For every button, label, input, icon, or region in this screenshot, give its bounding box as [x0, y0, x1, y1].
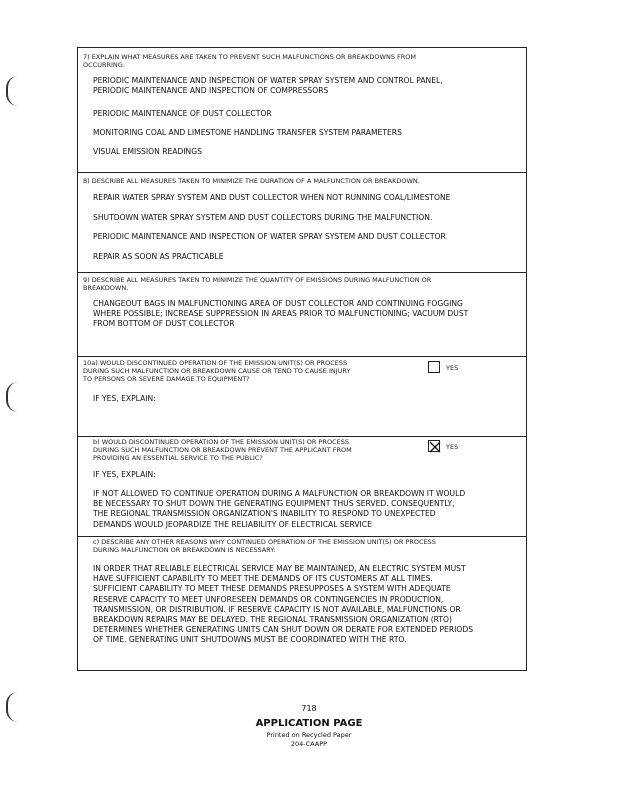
answer-7-3: MONITORING COAL AND LIMESTONE HANDLING TRANSFER SYSTEM PARAMETERS [93, 128, 402, 137]
binding-mark [6, 382, 20, 412]
application-page-title: APPLICATION PAGE [255, 718, 363, 729]
question-9: 9) DESCRIBE ALL MEASURES TAKEN TO MINIMIZE THE QUANTITY OF EMISSIONS DURING MALFUNCTION OR BREAKDOWN. [83, 276, 432, 292]
if-yes-explain-10b: IF YES, EXPLAIN: [93, 470, 156, 479]
section-10b [78, 437, 526, 537]
printed-on-recycled-paper: Printed on Recycled Paper [266, 731, 352, 739]
question-7: 7) EXPLAIN WHAT MEASURES ARE TAKEN TO PREVENT SUCH MALFUNCTIONS OR BREAKDOWNS FROM OCCURRING: [83, 53, 417, 69]
question-10c: c) DESCRIBE ANY OTHER REASONS WHY CONTINUED OPERATION OF THE EMISSION UNIT(S) OR PROCESS DURING MALFUNCTION OR BREAKDOWN IS NECESSARY: [93, 538, 436, 554]
section-7 [78, 48, 526, 173]
answer-8-4: REPAIR AS SOON AS PRACTICABLE [93, 252, 224, 261]
binding-mark [6, 76, 20, 106]
section-10c [78, 537, 526, 670]
answer-8-2: SHUTDOWN WATER SPRAY SYSTEM AND DUST COLLECTORS DURING THE MALFUNCTION. [93, 213, 433, 222]
answer-7-2: PERIODIC MAINTENANCE OF DUST COLLECTOR [93, 109, 272, 118]
if-yes-explain-10a: IF YES, EXPLAIN: [93, 394, 156, 403]
answer-7-4: VISUAL EMISSION READINGS [93, 147, 202, 156]
section-8 [78, 173, 526, 273]
question-10a: 10a) WOULD DISCONTINUED OPERATION OF THE EMISSION UNIT(S) OR PROCESS DURING SUCH MALFUNCTION OR BREAKDOWN CAUSE OR TEND TO CAUSE INJURY TO PERSONS OR SEVERE DAMAGE TO EQUIPMENT? [83, 359, 351, 383]
answer-8-3: PERIODIC MAINTENANCE AND INSPECTION OF WATER SPRAY SYSTEM AND DUST COLLECTOR [93, 232, 446, 241]
form-code: 204-CAAPP [290, 740, 328, 748]
yes-label-10a: YES [446, 364, 459, 372]
yes-label-10b: YES [446, 443, 459, 451]
check-x-icon [429, 441, 441, 453]
section-9 [78, 273, 526, 357]
application-form [77, 47, 527, 671]
answer-8-1: REPAIR WATER SPRAY SYSTEM AND DUST COLLECTOR WHEN NOT RUNNING COAL/LIMESTONE [93, 193, 451, 202]
answer-10c: IN ORDER THAT RELIABLE ELECTRICAL SERVICE MAY BE MAINTAINED, AN ELECTRIC SYSTEM MUST HAVE SUFFICIENT CAPABILITY TO MEET THE DEMANDS OF ITS CUSTOMERS AT ALL TIMES. SUFFICIENT CAPABILITY TO MEET THESE DEMANDS PRESUPPOSES A SYSTEM WITH ADEQUATE RESERVE CAPACITY TO MEET UNFORESEEN DEMANDS OR CONTINGENCIES IN PRODUCTION, TRANSMISSION, OR DISTRIBUTION. IF RESERVE CAPACITY IS NOT AVAILABLE, MALFUNCTIONS OR BREAKDOWN REPAIRS MAY BE DELAYED. THE REGIONAL TRANSMISSION ORGANIZATION (RTO) DETERMINES WHETHER GENERATING UNITS CAN SHUT DOWN OR DERATE FOR EXTENDED PERIODS OF TIME. GENERATING UNIT SHUTDOWNS MUST BE COORDINATED WITH THE RTO. [93, 564, 474, 645]
section-10a [78, 357, 526, 437]
answer-9: CHANGEOUT BAGS IN MALFUNCTIONING AREA OF DUST COLLECTOR AND CONTINUING FOGGING WHERE POSSIBLE; INCREASE SUPPRESSION IN AREAS PRIOR TO MALFUNCTIONING; VACUUM DUST FROM BOTTOM OF DUST COLLECTOR [93, 299, 469, 329]
page-number: 718 [301, 704, 317, 713]
answer-10b: IF NOT ALLOWED TO CONTINUE OPERATION DURING A MALFUNCTION OR BREAKDOWN IT WOULD BE NECESSARY TO SHUT DOWN THE GENERATING EQUIPMENT THUS SERVED. CONSEQUENTLY, THE REGIONAL TRANSMISSION ORGANIZATION'S INABILITY TO RESPOND TO UNEXPECTED DEMANDS WOULD JEOPARDIZE THE RELIABILITY OF ELECTRICAL SERVICE [93, 489, 466, 529]
answer-7-1: PERIODIC MAINTENANCE AND INSPECTION OF WATER SPRAY SYSTEM AND CONTROL PANEL, PERIODIC MAINTENANCE AND INSPECTION OF COMPRESSORS [93, 76, 443, 96]
yes-checkbox-10b[interactable] [428, 440, 440, 452]
yes-checkbox-10a[interactable] [428, 361, 440, 373]
question-10b: b) WOULD DISCONTINUED OPERATION OF THE EMISSION UNIT(S) OR PROCESS DURING SUCH MALFUNCTION OR BREAKDOWN PREVENT THE APPLICANT FROM PROVIDING AN ESSENTIAL SERVICE TO THE PUBLIC? [93, 438, 352, 462]
question-8: 8) DESCRIBE ALL MEASURES TAKEN TO MINIMIZE THE DURATION OF A MALFUNCTION OR BREAKDOWN. [83, 177, 420, 185]
